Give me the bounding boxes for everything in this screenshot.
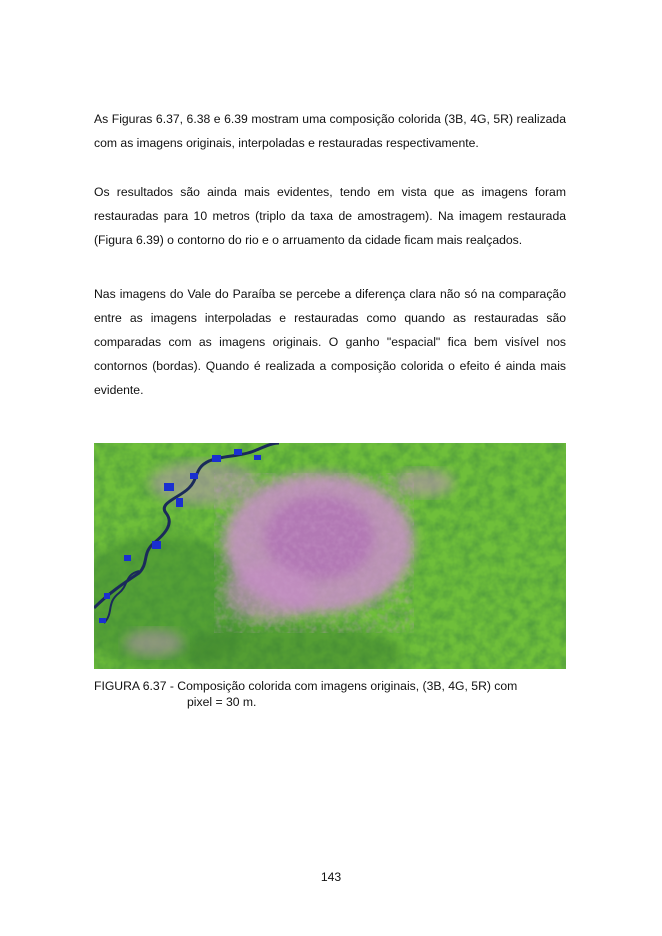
urban-texture [214,473,414,633]
satellite-composite-image [94,443,566,669]
pond-5 [234,449,242,455]
pond-4 [212,455,221,462]
paragraph-1: As Figuras 6.37, 6.38 e 6.39 mostram uma composição colorida (3B, 4G, 5R) realizada com as imagens originais, interpoladas e restauradas respectivamente. [94,112,566,150]
pink-field-2 [124,629,184,657]
paragraph-3: Nas imagens do Vale do Paraíba se percebe a diferença clara não só na comparação entre as imagens interpoladas e restauradas como quando as restauradas são comparadas com as imagens originais. O ganho "espacial" fica bem visível nos contornos (bordas). Quando é realizada a composição colorida o efeito é ainda mais evidente. [94,287,566,397]
pond-8 [104,593,110,599]
pond-7 [124,555,131,561]
pond-6 [152,541,161,549]
page-number: 143 [320,870,342,884]
caption-line-2: pixel = 30 m. [187,695,257,709]
figure-caption [94,678,566,710]
pond-9 [99,618,106,623]
pond-3 [190,473,198,479]
paragraph-2: Os resultados são ainda mais evidentes, tendo em vista que as imagens foram restauradas para 10 metros (triplo da taxa de amostragem). Na imagem restaurada (Figura 6.39) o contorno do rio e o arruamento da cidade ficam mais realçados. [94,185,566,247]
caption-line-1: FIGURA 6.37 - Composição colorida com imagens originais, (3B, 4G, 5R) com [94,679,518,693]
pond-2 [176,498,183,507]
pond-1 [164,483,174,491]
pink-field-1 [394,469,454,497]
pond-10 [254,455,261,460]
satellite-image-figure [94,443,566,669]
